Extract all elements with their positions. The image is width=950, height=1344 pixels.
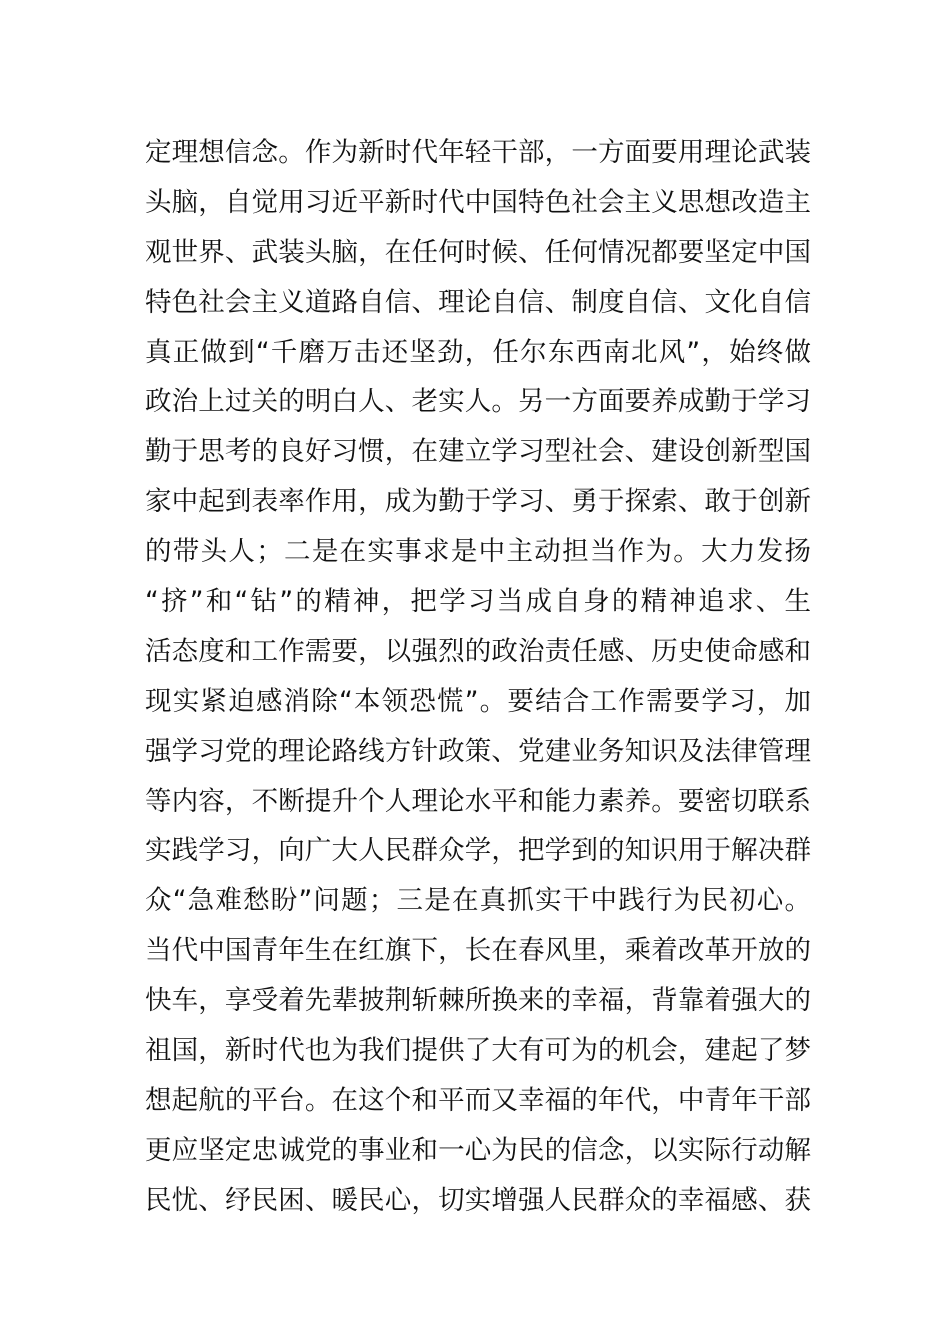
text-line: 活态度和工作需要，以强烈的政治责任感、历史使命感和 — [145, 635, 811, 667]
text-line: 观世界、武装头脑，在任何时候、任何情况都要坚定中国 — [145, 236, 811, 268]
text-line: 头脑，自觉用习近平新时代中国特色社会主义思想改造主 — [145, 186, 811, 218]
text-line: 更应坚定忠诚党的事业和一心为民的信念，以实际行动解 — [145, 1134, 811, 1166]
text-line: 现实紧迫感消除“本领恐慌”。要结合工作需要学习，加 — [145, 685, 811, 717]
text-line: 勤于思考的良好习惯，在建立学习型社会、建设创新型国 — [145, 436, 811, 468]
text-line: 实践学习，向广大人民群众学，把学到的知识用于解决群 — [145, 835, 811, 867]
text-line: “挤”和“钻”的精神，把学习当成自身的精神追求、生 — [145, 586, 811, 618]
text-line: 的带头人；二是在实事求是中主动担当作为。大力发扬 — [145, 536, 811, 568]
text-line: 定理想信念。作为新时代年轻干部，一方面要用理论武装 — [145, 137, 811, 168]
body-text — [145, 128, 811, 1226]
text-line: 想起航的平台。在这个和平而又幸福的年代，中青年干部 — [145, 1084, 811, 1116]
text-line: 家中起到表率作用，成为勤于学习、勇于探索、敢于创新 — [145, 486, 811, 518]
text-line: 真正做到“千磨万击还坚劲，任尔东西南北风”，始终做 — [145, 336, 811, 368]
text-line: 众“急难愁盼”问题；三是在真抓实干中践行为民初心。 — [145, 885, 811, 917]
text-line: 强学习党的理论路线方针政策、党建业务知识及法律管理 — [145, 735, 811, 767]
text-line: 民忧、纾民困、暖民心，切实增强人民群众的幸福感、获 — [145, 1184, 811, 1216]
text-line: 快车，享受着先辈披荆斩棘所换来的幸福，背靠着强大的 — [145, 985, 811, 1017]
text-line: 当代中国青年生在红旗下，长在春风里，乘着改革开放的 — [145, 935, 811, 967]
text-line: 政治上过关的明白人、老实人。另一方面要养成勤于学习 — [145, 386, 811, 418]
text-line: 祖国，新时代也为我们提供了大有可为的机会，建起了梦 — [145, 1035, 811, 1067]
text-line: 等内容，不断提升个人理论水平和能力素养。要密切联系 — [145, 785, 811, 817]
text-line: 特色社会主义道路自信、理论自信、制度自信、文化自信 — [145, 286, 811, 318]
